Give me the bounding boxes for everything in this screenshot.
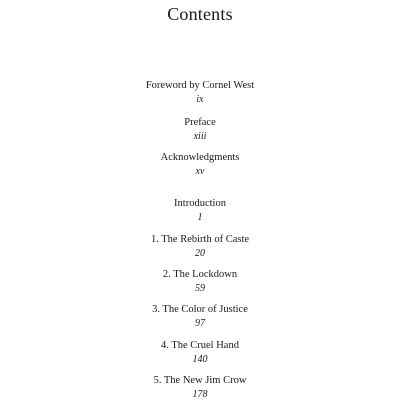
toc-entry-page-number: xv — [195, 166, 205, 177]
toc-entry-page-number: 59 — [195, 283, 205, 294]
toc-entry-chapter-5 — [0, 375, 400, 401]
toc-entry-label: 3. The Color of Justice — [152, 304, 248, 315]
toc-entry-foreword — [0, 80, 400, 106]
toc-entry-label: 1. The Rebirth of Caste — [150, 234, 250, 245]
toc-entry-page-number: 1 — [197, 212, 203, 223]
page-title: Contents — [167, 4, 233, 24]
toc-entry-preface — [0, 117, 400, 143]
toc-entry-label: Introduction — [174, 198, 226, 209]
toc-entry-chapter-2 — [0, 269, 400, 295]
toc-entry-label: 5. The New Jim Crow — [153, 375, 247, 386]
toc-entry-label: Foreword by Cornel West — [145, 80, 255, 91]
toc-entry-page-number: 97 — [195, 318, 205, 329]
toc-entry-page-number: xiii — [193, 131, 207, 142]
toc-entry-page-number: ix — [196, 94, 204, 105]
toc-entry-page-number: 140 — [192, 354, 208, 365]
toc-entry-label: 4. The Cruel Hand — [161, 340, 239, 351]
toc-entry-page-number: 178 — [192, 389, 208, 400]
toc-entry-label: Preface — [184, 117, 216, 128]
toc-entry-introduction — [0, 198, 400, 224]
toc-entry-chapter-4 — [0, 340, 400, 366]
toc-entry-label: 2. The Lockdown — [162, 269, 238, 280]
toc-entry-chapter-1 — [0, 234, 400, 260]
toc-entry-page-number: 20 — [195, 248, 205, 259]
toc-entry-label: Acknowledgments — [160, 152, 240, 163]
toc-entry-acknowledgments — [0, 152, 400, 178]
toc-entry-chapter-3 — [0, 304, 400, 330]
